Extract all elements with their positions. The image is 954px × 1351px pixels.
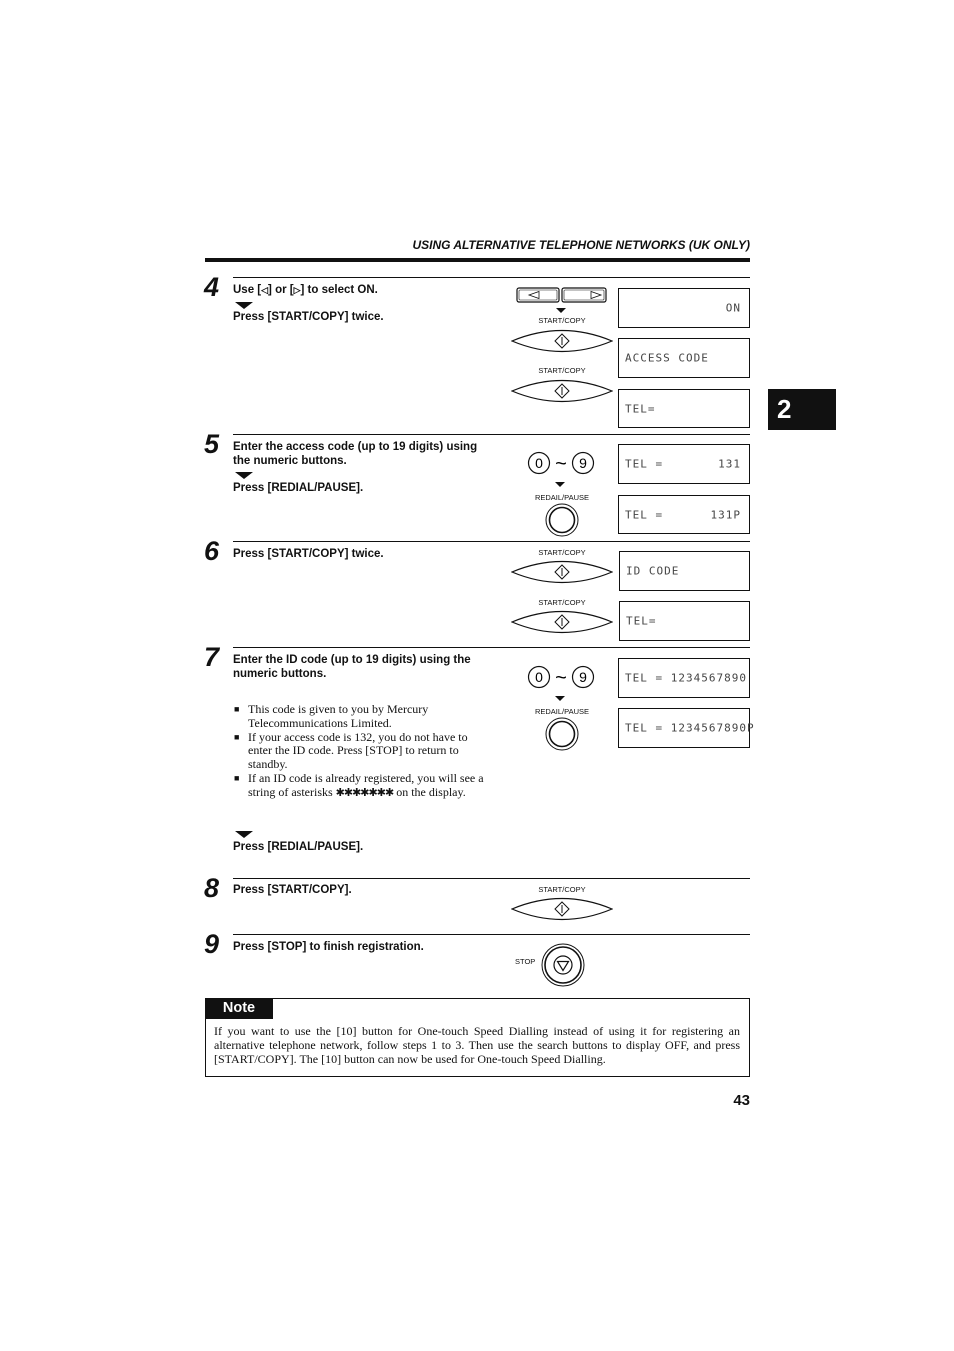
step-rule [233, 277, 750, 278]
tilde: ~ [555, 453, 567, 475]
lcd-text: TEL = [625, 508, 664, 521]
step-number: 8 [204, 873, 220, 903]
chapter-tab: 2 [768, 389, 836, 430]
start-copy-button[interactable] [511, 607, 613, 637]
list-item: ■ This code is given to you by Mercury Telecommunications Limited. [234, 703, 493, 731]
note-title: Note [205, 998, 273, 1019]
numeric-label: 0 [535, 455, 543, 471]
step-press: Press [REDIAL/PAUSE]. [233, 841, 364, 853]
lcd-display [619, 601, 750, 641]
step-rule [233, 434, 750, 435]
lcd-text: TEL= [626, 614, 657, 628]
list-item-text: If an ID code is already registered, you will see a string of asterisks [248, 770, 484, 799]
asterisks: ✱✱✱✱✱✱✱ [335, 785, 394, 799]
page-number: 43 [733, 1092, 750, 1109]
step-number: 9 [204, 929, 220, 959]
stop-button[interactable] [540, 942, 586, 988]
lcd-display [618, 444, 750, 484]
lcd-text: ACCESS CODE [625, 351, 709, 365]
search-buttons [515, 287, 609, 304]
left-triangle-icon: ◁ [261, 285, 269, 295]
step-press: Press [REDIAL/PAUSE]. [233, 482, 364, 494]
step-instruction [233, 283, 503, 297]
lcd-text-right: 131P [710, 508, 741, 521]
button-label: START/COPY [538, 316, 586, 325]
search-left-button[interactable] [517, 288, 559, 302]
button-label: START/COPY [538, 366, 586, 375]
button-label: STOP [515, 957, 536, 966]
next-arrow-icon [235, 302, 253, 309]
numeric-label: 9 [579, 669, 587, 685]
next-arrow-icon [235, 472, 253, 479]
next-arrow-icon [555, 482, 565, 487]
lcd-display [618, 389, 750, 428]
step-instruction: Press [START/COPY]. [233, 884, 352, 896]
step-rule [233, 934, 750, 935]
step-number: 4 [204, 272, 220, 302]
running-header: USING ALTERNATIVE TELEPHONE NETWORKS (UK ONLY) [412, 238, 750, 252]
lcd-text-right: 131 [718, 457, 741, 471]
numeric-label: 9 [579, 455, 587, 471]
tilde: ~ [555, 667, 567, 689]
lcd-display [619, 551, 750, 591]
lcd-text: ID CODE [626, 564, 680, 578]
step-rule [233, 541, 750, 542]
lcd-text-right: ON [725, 301, 741, 315]
lcd-display [618, 495, 750, 534]
list-item-text: on the display. [396, 784, 466, 799]
start-copy-button[interactable] [511, 894, 613, 924]
start-copy-button[interactable] [511, 376, 613, 406]
numeric-label: 0 [535, 669, 543, 685]
lcd-text: TEL = [625, 457, 664, 471]
lcd-display [618, 658, 750, 698]
button-label: START/COPY [538, 598, 586, 607]
step-number: 5 [204, 429, 220, 459]
step-press: Press [START/COPY] twice. [233, 311, 384, 323]
numeric-buttons[interactable] [526, 451, 598, 476]
numeric-buttons[interactable] [526, 665, 598, 690]
next-arrow-icon [556, 308, 566, 313]
list-item: ■ If your access code is 132, you do not have to enter the ID code. Press [STOP] to return to standby. [234, 731, 493, 772]
step-number: 6 [204, 536, 220, 566]
step-instruction: Enter the ID code (up to 19 digits) using the numeric buttons. [233, 654, 471, 680]
step-instruction: Press [START/COPY] twice. [233, 548, 384, 560]
button-label: START/COPY [538, 548, 586, 557]
lcd-display [618, 288, 750, 328]
redial-pause-button[interactable] [544, 716, 580, 752]
next-arrow-icon [235, 831, 253, 838]
lcd-display [618, 708, 755, 748]
note-text: If you want to use the [10] button for One-touch Speed Dialling instead of using it for registering an alternative telephone network, follow steps 1 to 3. Then use the search buttons to display OFF, and press [START/COPY]. The [10] button can now be used for One-touch Speed Dialling. [214, 1024, 740, 1066]
button-label: START/COPY [538, 885, 586, 894]
lcd-text: TEL = 1234567890P [625, 721, 755, 735]
button-label: REDAIL/PAUSE [534, 707, 590, 716]
instr-part: ] to select ON. [300, 284, 378, 296]
button-label: REDAIL/PAUSE [534, 493, 590, 502]
step-number: 7 [204, 642, 220, 672]
step-rule [233, 647, 750, 648]
right-triangle-icon: ▷ [293, 285, 301, 295]
list-item [234, 772, 493, 800]
start-copy-button[interactable] [511, 557, 613, 587]
step-rule [233, 878, 750, 879]
search-right-button[interactable] [562, 288, 606, 302]
header-rule [205, 258, 750, 262]
lcd-text: TEL= [625, 402, 656, 415]
start-copy-button[interactable] [511, 326, 613, 356]
bullet-list [234, 703, 493, 800]
lcd-text: TEL = 1234567890 [625, 671, 747, 685]
next-arrow-icon [555, 696, 565, 701]
step-instruction: Enter the access code (up to 19 digits) using the numeric buttons. [233, 441, 478, 467]
redial-pause-button[interactable] [544, 502, 580, 538]
step-instruction: Press [STOP] to finish registration. [233, 941, 424, 953]
instr-part: Use [ [233, 284, 262, 296]
instr-part: ] or [ [268, 284, 294, 296]
lcd-display [618, 338, 750, 378]
